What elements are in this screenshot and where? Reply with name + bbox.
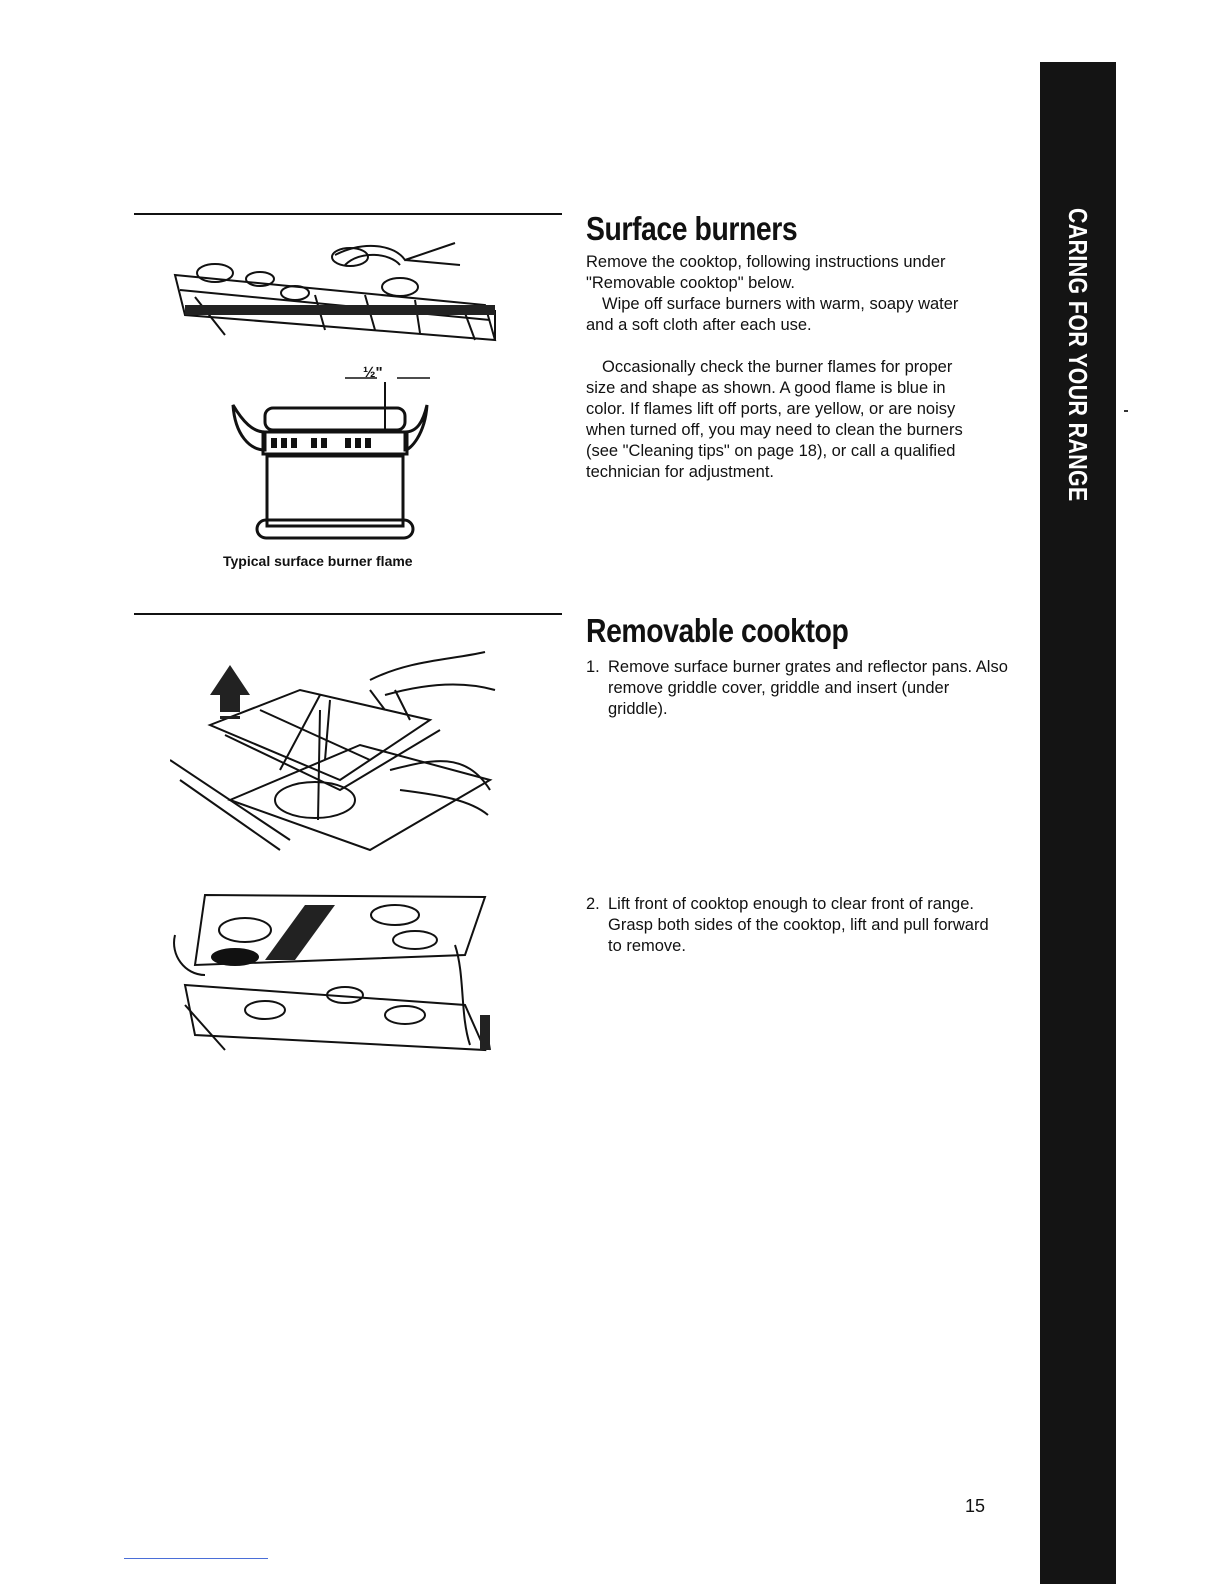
step-1-number: 1. bbox=[586, 658, 600, 676]
cooktop-hand-illustration bbox=[165, 235, 505, 345]
surface-burners-title: Surface burners bbox=[586, 210, 798, 247]
cooktop-lift-illustration bbox=[165, 885, 500, 1055]
side-tab-label: CARING FOR YOUR RANGE bbox=[1063, 208, 1093, 502]
surface-burners-para-1: Remove the cooktop, following instructions under "Removable cooktop" below. bbox=[586, 253, 946, 292]
step-2 bbox=[586, 894, 998, 957]
burner-flame-illustration bbox=[225, 360, 435, 550]
grate-removal-illustration bbox=[170, 650, 500, 860]
step-1 bbox=[586, 657, 1008, 720]
step-2-number: 2. bbox=[586, 895, 600, 913]
section-rule bbox=[134, 213, 562, 215]
footer-link-line bbox=[124, 1558, 268, 1559]
flame-dimension-label: ½" bbox=[363, 364, 383, 381]
flame-caption: Typical surface burner flame bbox=[223, 553, 413, 569]
surface-burners-para-2: Wipe off surface burners with warm, soapy water and a soft cloth after each use. bbox=[586, 295, 959, 334]
stray-mark bbox=[1124, 410, 1128, 412]
removable-cooktop-title: Removable cooktop bbox=[586, 612, 849, 649]
surface-burners-para-3: Occasionally check the burner flames for proper size and shape as shown. A good flame is blue in color. If flames lift off ports, are yellow, or are noisy when turned off, you may need to clean the burners (see "Cleaning tips" on page 18), or call a qualified technician for adjustment. bbox=[586, 358, 963, 481]
page-number: 15 bbox=[965, 1496, 986, 1516]
step-2-text: Lift front of cooktop enough to clear front of range. Grasp both sides of the cooktop, lift and pull forward to remove. bbox=[608, 895, 989, 955]
step-1-text: Remove surface burner grates and reflector pans. Also remove griddle cover, griddle and insert (under griddle). bbox=[608, 658, 1008, 718]
section-rule bbox=[134, 613, 562, 615]
